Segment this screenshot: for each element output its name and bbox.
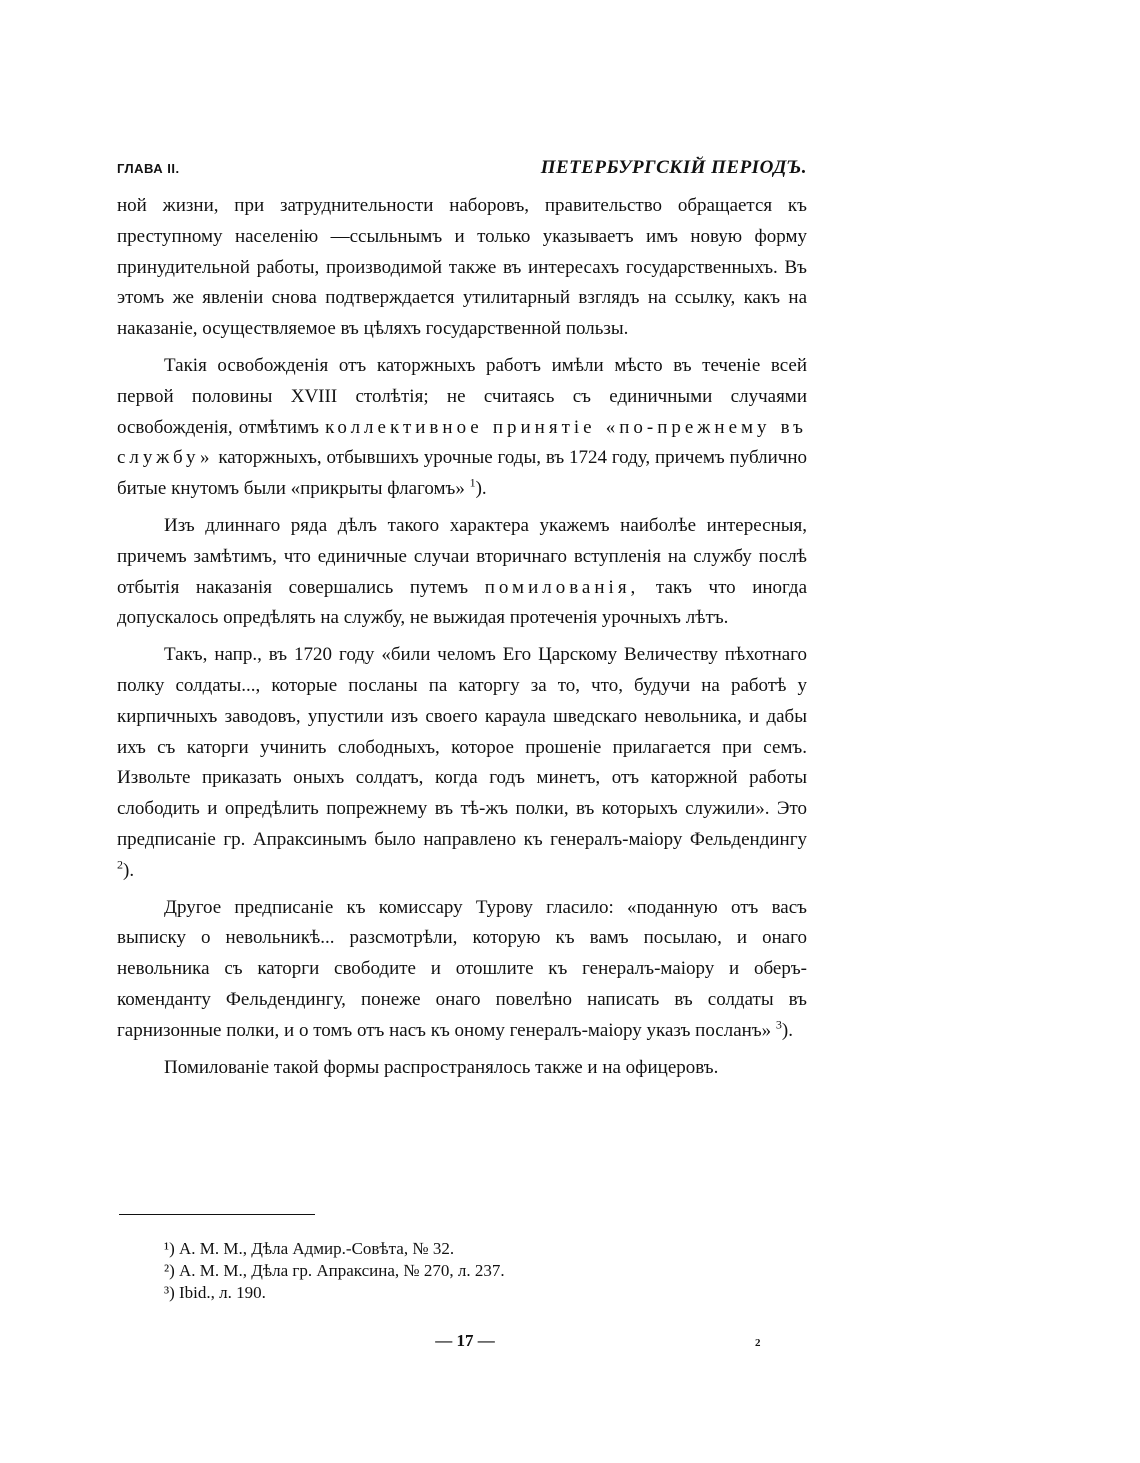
paragraph-2-text-c: ). xyxy=(475,478,487,500)
paragraph-5 xyxy=(117,893,807,1047)
chapter-label: ГЛАВА II. xyxy=(117,161,180,176)
paragraph-5-text-b: ). xyxy=(781,1019,793,1041)
paragraph-6: Помилованіе такой формы распространялось также и на офицеровъ. xyxy=(164,1056,719,1078)
paragraph-4-text-a: Такъ, напр., въ 1720 году «били челомъ Его Царскому Величеству пѣхотнаго полку солдаты..., которые посланы па каторгу за то, что, будучи на работѣ у кирпичныхъ заводовъ, упустили изъ своего караула шведскаго невольника, и дабы ихъ съ каторги учинить слободныхъ, которое прошеніе прилагается при семъ. Извольте приказать оныхъ солдатъ, когда годъ минетъ, отъ каторжной работы слободить и опредѣлить попрежнему въ тѣ-жъ полки, въ которыхъ служили». Это предписаніе гр. Апраксинымъ было направлено къ генералъ-маіору Фельдендингу xyxy=(117,644,807,850)
emphasized-phrase: коллективное принятіе «по-прежнему въ службу» xyxy=(117,416,807,469)
paragraph-3-text-a: Изъ длиннаго ряда дѣлъ такого характера укажемъ наиболѣе интересныя, причемъ замѣтимъ, что единичные случаи вторичнаго вступленія на службу послѣ отбытія наказанія совершались путемъ xyxy=(117,514,807,598)
section-title: ПЕТЕРБУРГСКІЙ ПЕРІОДЪ. xyxy=(540,157,807,178)
footnote-ref-1: 1 xyxy=(469,475,476,490)
running-head xyxy=(117,157,807,181)
footnote-ref-3: 3 xyxy=(775,1017,782,1032)
paragraph-1: ной жизни, при затруднительности наборовъ, правительство обращается къ преступному населенію —ссыльнымъ и только указываетъ имъ новую форму принудительной работы, производимой также въ интересахъ государственныхъ. Въ этомъ же явленіи снова подтверждается утилитарный взглядъ на ссылку, какъ на наказаніе, осуществляемое въ цѣляхъ государственной пользы. xyxy=(117,195,807,340)
footnotes xyxy=(164,1238,764,1304)
paragraph-5-text-a: Другое предписаніе къ комиссару Турову гласило: «поданную отъ васъ выписку о невольникѣ... разсмотрѣли, которую къ вамъ посылаю, и онаго невольника съ каторги свободите и отошлите къ генералъ-маіору и оберъ-коменданту Фельдендингу, понеже онаго повелѣно написать въ солдаты въ гарнизонные полки, и о томъ отъ насъ къ оному генералъ-маіору указъ посланъ» xyxy=(117,896,807,1041)
footnote-2: ²) А. М. М., Дѣла гр. Апраксина, № 270, л. 237. xyxy=(164,1261,505,1280)
page-number: — 17 — xyxy=(435,1331,495,1350)
footnote-divider xyxy=(119,1214,315,1215)
body-text xyxy=(117,191,807,1089)
paragraph-4-text-b: ). xyxy=(123,859,135,881)
paragraph-3-text-b: такъ что иногда допускалось опредѣлять на службу, не выжидая протеченія урочныхъ лѣтъ. xyxy=(117,576,807,629)
paragraph-4 xyxy=(117,640,807,886)
paragraph-2 xyxy=(117,351,807,505)
paragraph-3 xyxy=(117,511,807,634)
emphasized-word: помилованія, xyxy=(484,576,640,598)
signature-mark: 2 xyxy=(755,1337,761,1349)
footnote-3: ³) Ibid., л. 190. xyxy=(164,1283,266,1302)
paragraph-2-text-a: Такія освобожденія отъ каторжныхъ работъ имѣли мѣсто въ теченіе всей первой половины XVIII столѣтія; не считаясь съ единичными случаями освобожденія, отмѣтимъ xyxy=(117,354,807,438)
paragraph-2-text-b: каторжныхъ, отбывшихъ урочные годы, въ 1724 году, причемъ публично битые кнутомъ были «прикрыты флагомъ» xyxy=(117,447,808,500)
footnote-1: ¹) А. М. М., Дѣла Адмир.-Совѣта, № 32. xyxy=(164,1239,455,1258)
footnote-ref-2: 2 xyxy=(117,857,123,872)
